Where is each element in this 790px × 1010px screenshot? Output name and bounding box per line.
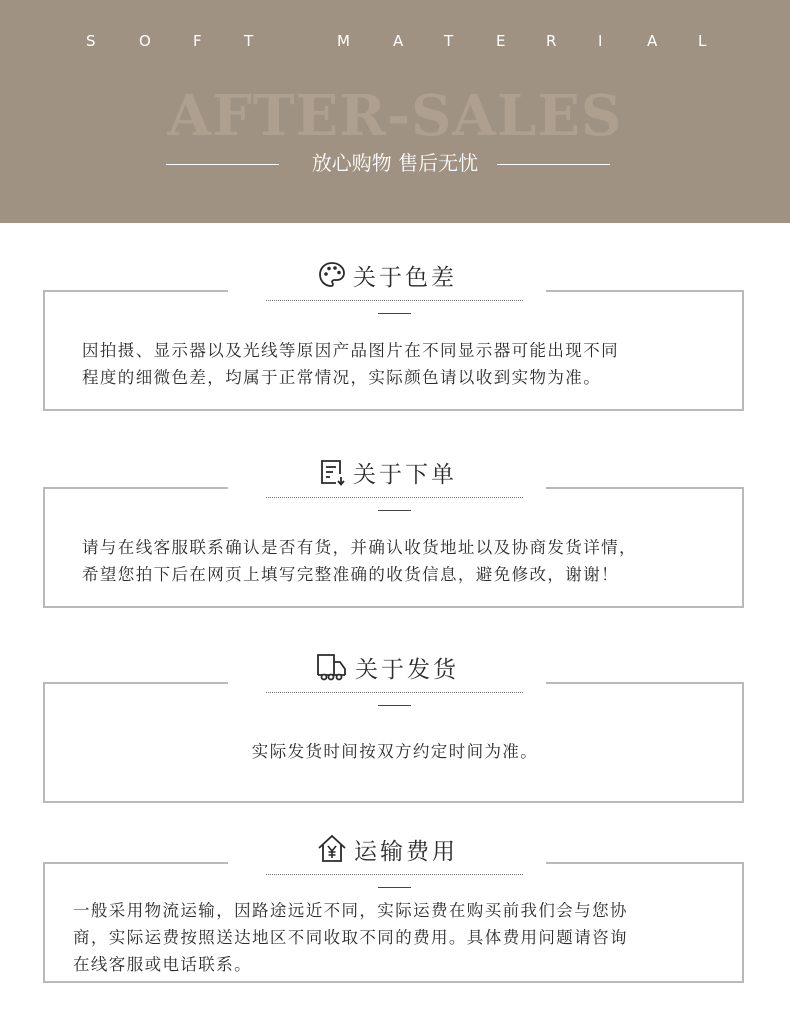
section-text [73, 897, 628, 978]
banner-letter: M [337, 32, 350, 50]
short-divider [378, 887, 411, 888]
banner-letter: F [193, 32, 202, 50]
text-line: 希望您拍下后在网页上填写完整准确的收货信息，避免修改，谢谢！ [82, 565, 619, 584]
section-title: 关于发货 [355, 656, 459, 683]
section-heading [228, 650, 546, 706]
palette-icon [317, 260, 347, 290]
text-line: 在线客服或电话联系。 [73, 955, 252, 974]
banner-letter: A [393, 32, 404, 50]
banner-subtitle: 放心购物 售后无忧 [311, 151, 479, 175]
text-line: 商，实际运费按照送达地区不同收取不同的费用。具体费用问题请咨询 [73, 928, 628, 947]
banner-letter: O [139, 32, 151, 50]
text-line: 实际发货时间按双方约定时间为准。 [251, 742, 539, 761]
banner-letter: A [647, 32, 658, 50]
dotted-divider [266, 692, 523, 693]
dotted-divider [266, 300, 523, 301]
section-heading [228, 832, 546, 888]
after-sales-watermark: AFTER-SALES [167, 83, 623, 149]
text-line: 一般采用物流运输，因路途远近不同，实际运费在购买前我们会与您协 [73, 901, 628, 920]
section-title: 运输费用 [354, 838, 458, 865]
soft-material-heading [0, 30, 790, 52]
section-text [0, 738, 790, 765]
house-yen-icon [316, 833, 348, 865]
short-divider [378, 705, 411, 706]
banner-letter: T [444, 32, 454, 50]
text-line: 程度的细微色差，均属于正常情况，实际颜色请以收到实物为准。 [82, 368, 602, 387]
banner-letter: E [496, 32, 506, 50]
section-heading [228, 258, 546, 314]
section-title: 关于下单 [353, 461, 457, 488]
banner-letter: T [244, 32, 254, 50]
section-heading [228, 455, 546, 511]
text-line: 因拍摄、显示器以及光线等原因产品图片在不同显示器可能出现不同 [82, 341, 619, 360]
dotted-divider [266, 874, 523, 875]
delivery-truck-icon [315, 651, 349, 683]
banner-letter: L [698, 32, 707, 50]
short-divider [378, 510, 411, 511]
section-title: 关于色差 [353, 264, 457, 291]
banner-letter: I [598, 32, 603, 50]
text-line: 请与在线客服联系确认是否有货，并确认收货地址以及协商发货详情， [82, 538, 637, 557]
banner-letter: R [546, 32, 557, 50]
section-text [82, 337, 619, 391]
banner-letter: S [86, 32, 96, 50]
order-list-icon [317, 457, 347, 487]
dotted-divider [266, 497, 523, 498]
banner-divider-right [497, 164, 610, 165]
short-divider [378, 313, 411, 314]
header-banner [0, 0, 790, 223]
section-text [82, 534, 637, 588]
